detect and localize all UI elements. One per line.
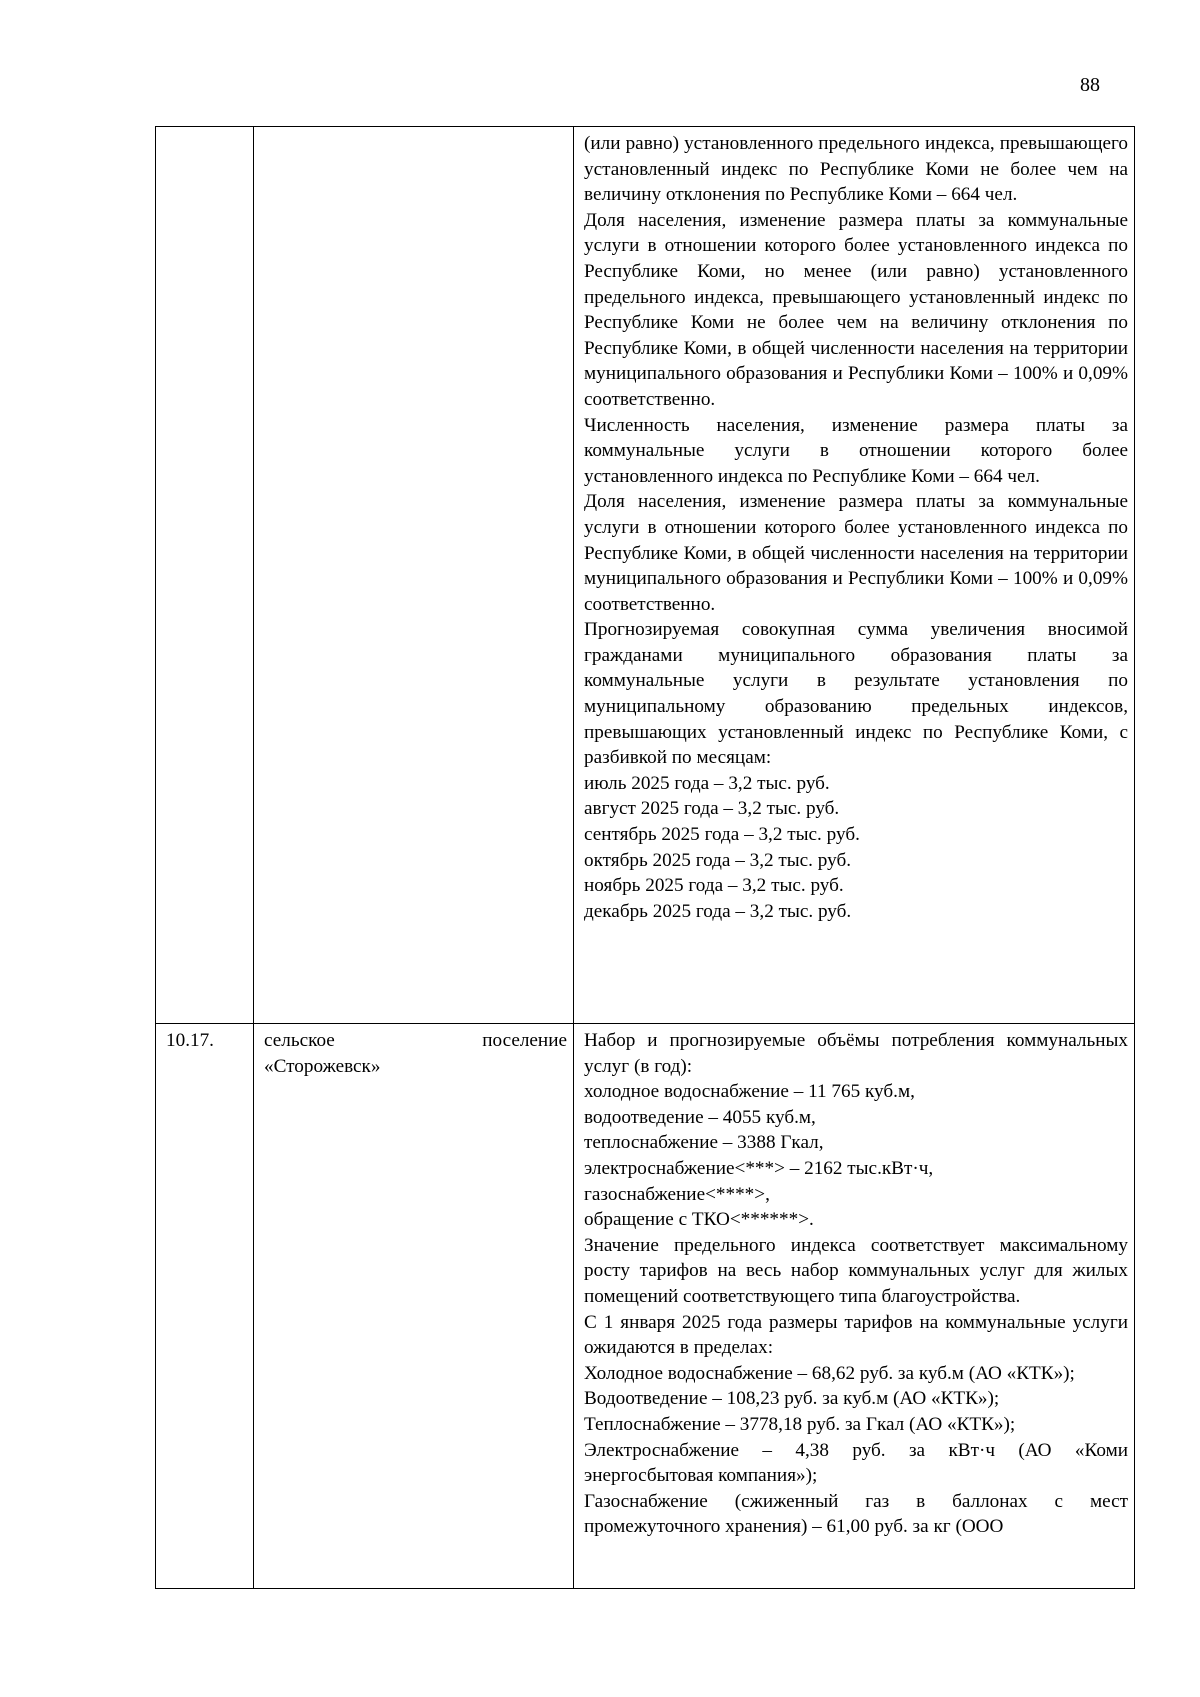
paragraph: август 2025 года – 3,2 тыс. руб.	[584, 798, 840, 820]
paragraph: Холодное водоснабжение – 68,62 руб. за куб.м (АО «КТК»);	[584, 1362, 1075, 1384]
paragraph: Доля населения, изменение размера платы за коммунальные услуги в отношении которого более установленного индекса по Республике Коми, в общей численности населения на территории муниципального образования и Республики Коми – 100% и 0,09% соответственно.	[584, 491, 1128, 615]
paragraph: водоотведение – 4055 куб.м,	[584, 1106, 816, 1128]
paragraph: Доля населения, изменение размера платы за коммунальные услуги в отношении которого более установленного индекса по Республике Коми, но менее (или равно) установленного предельного индекса, превышающего установленный индекс по Республике Коми не более чем на величину отклонения по Республике Коми, в общей численности населения на территории муниципального образования и Республики Коми – 100% и 0,09% соответственно.	[584, 209, 1128, 410]
paragraph: июль 2025 года – 3,2 тыс. руб.	[584, 772, 830, 794]
paragraph: Водоотведение – 108,23 руб. за куб.м (АО «КТК»);	[584, 1388, 1000, 1410]
paragraph: ноябрь 2025 года – 3,2 тыс. руб.	[584, 875, 844, 897]
table-row	[156, 1024, 1135, 1589]
municipality-type-word1: сельское	[264, 1030, 335, 1051]
municipality-name-cell	[254, 1024, 574, 1589]
paragraph: газоснабжение<****>,	[584, 1183, 770, 1205]
paragraph: Значение предельного индекса соответствует максимальному росту тарифов на весь набор коммунальных услуг для жилых помещений соответствующего типа благоустройства.	[584, 1234, 1128, 1307]
paragraph: электроснабжение<***> – 2162 тыс.кВт·ч,	[584, 1157, 934, 1179]
description-cell	[574, 127, 1135, 1024]
paragraph: С 1 января 2025 года размеры тарифов на коммунальные услуги ожидаются в пределах:	[584, 1311, 1128, 1359]
row-number-cell: 10.17.	[156, 1024, 254, 1589]
description-cell	[574, 1024, 1135, 1589]
paragraph: (или равно) установленного предельного индекса, превышающего установленный индекс по Республике Коми не более чем на величину отклонения по Республике Коми – 664 чел.	[584, 133, 1128, 206]
paragraph: Прогнозируемая совокупная сумма увеличения вносимой гражданами муниципального образования платы за коммунальные услуги в результате установления по муниципальному образованию предельных индексов, превышающих установленный индекс по Республике Коми, с разбивкой по месяцам:	[584, 619, 1128, 769]
paragraph: Электроснабжение – 4,38 руб. за кВт·ч (АО «Коми энергосбытовая компания»);	[584, 1439, 1128, 1487]
paragraph: обращение с ТКО<******>.	[584, 1209, 814, 1231]
row-number-cell	[156, 127, 254, 1024]
paragraph: Теплоснабжение – 3778,18 руб. за Гкал (АО «КТК»);	[584, 1413, 1016, 1435]
municipality-type-word2: поселение	[482, 1030, 567, 1051]
paragraph: теплоснабжение – 3388 Гкал,	[584, 1132, 824, 1154]
paragraph: Газоснабжение (сжиженный газ в баллонах с мест промежуточного хранения) – 61,00 руб. за кг (ООО	[584, 1490, 1128, 1538]
paragraph: сентябрь 2025 года – 3,2 тыс. руб.	[584, 824, 860, 846]
municipality-name-cell	[254, 127, 574, 1024]
municipality-type	[264, 1028, 567, 1054]
page-number: 88	[1080, 74, 1100, 96]
tariff-table	[155, 126, 1135, 1589]
paragraph: Численность населения, изменение размера платы за коммунальные услуги в отношении которого более установленного индекса по Республике Коми – 664 чел.	[584, 414, 1128, 487]
paragraph: холодное водоснабжение – 11 765 куб.м,	[584, 1081, 915, 1103]
paragraph: декабрь 2025 года – 3,2 тыс. руб.	[584, 900, 852, 922]
paragraph: Набор и прогнозируемые объёмы потребления коммунальных услуг (в год):	[584, 1030, 1128, 1077]
paragraph: октябрь 2025 года – 3,2 тыс. руб.	[584, 849, 852, 871]
table-row	[156, 127, 1135, 1024]
municipality-name: «Сторожевск»	[264, 1055, 381, 1077]
